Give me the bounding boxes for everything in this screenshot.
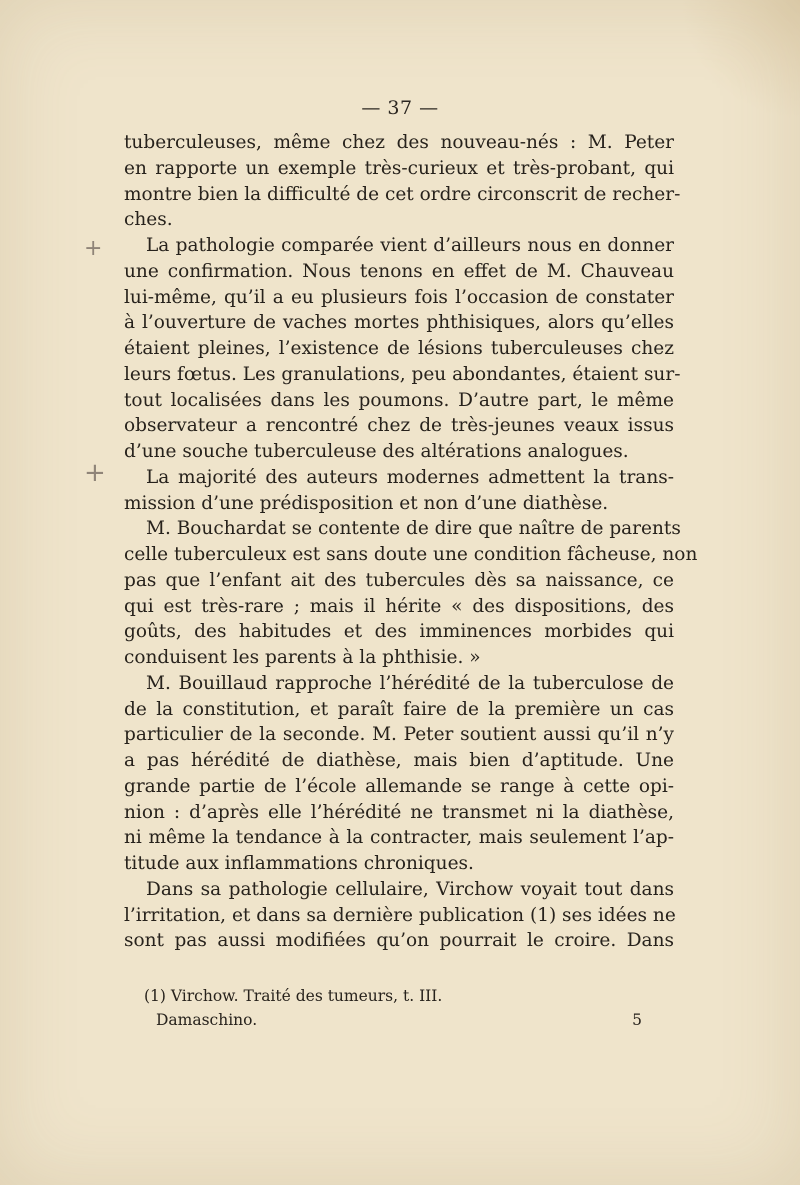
- text-line: titude aux inflammations chroniques.: [124, 853, 474, 874]
- text-line: celle tuberculeux est sans doute une condition fâcheuse, non: [124, 544, 698, 565]
- text-line: à l’ouverture de vaches mortes phthisiques, alors qu’elles: [124, 312, 674, 334]
- text-line: grande partie de l’école allemande se range à cette opi-: [124, 775, 674, 797]
- text-line: tout localisées dans les poumons. D’autre part, le même: [124, 389, 674, 411]
- signature-author: Damaschino.: [156, 1011, 258, 1029]
- text-line: M. Bouillaud rapproche l’hérédité de la tuberculose de: [146, 672, 674, 694]
- text-line: tuberculeuses, même chez des nouveau-nés : M. Peter: [124, 132, 674, 153]
- margin-cross-mark-icon: +: [84, 458, 106, 488]
- margin-cross-mark-icon: +: [84, 236, 103, 261]
- text-line: pas que l’enfant ait des tubercules dès sa naissance, ce: [124, 569, 674, 591]
- text-line: leurs fœtus. Les granulations, peu abondantes, étaient sur-: [124, 363, 681, 385]
- text-line: d’une souche tuberculeuse des altérations analogues.: [124, 441, 629, 462]
- text-line: de la constitution, et paraît faire de la première un cas: [124, 698, 674, 720]
- text-line: une confirmation. Nous tenons en effet de M. Chauveau: [124, 260, 674, 282]
- text-line: sont pas aussi modifiées qu’on pourrait le croire. Dans: [124, 930, 674, 952]
- text-line: étaient pleines, l’existence de lésions tuberculeuses chez: [124, 338, 674, 359]
- text-line: goûts, des habitudes et des imminences morbides qui: [124, 621, 674, 643]
- sheet-signature-number: 5: [632, 1011, 642, 1029]
- text-line: mission d’une prédisposition et non d’une diathèse.: [124, 492, 609, 514]
- text-line: en rapporte un exemple très-curieux et très-probant, qui: [124, 157, 674, 179]
- footnote: (1) Virchow. Traité des tumeurs, t. III.: [144, 987, 443, 1005]
- text-line: l’irritation, et dans sa dernière publication (1) ses idées ne: [124, 904, 676, 926]
- page-number-header: — 37 —: [361, 97, 439, 119]
- text-line: nion : d’après elle l’hérédité ne transmet ni la diathèse,: [124, 801, 674, 823]
- text-line: a pas hérédité de diathèse, mais bien d’aptitude. Une: [124, 750, 674, 771]
- text-line: La pathologie comparée vient d’ailleurs nous en donner: [146, 235, 674, 256]
- body-text: [124, 130, 698, 954]
- text-line: M. Bouchardat se contente de dire que naître de parents: [146, 518, 681, 540]
- text-line: conduisent les parents à la phthisie. »: [124, 647, 481, 668]
- text-line: montre bien la difficulté de cet ordre circonscrit de recher-: [124, 183, 681, 205]
- printer-signature: [156, 1008, 642, 1032]
- text-line: qui est très-rare ; mais il hérite « des dispositions, des: [124, 595, 674, 617]
- text-line: Dans sa pathologie cellulaire, Virchow voyait tout dans: [146, 878, 674, 900]
- text-line: lui-même, qu’il a eu plusieurs fois l’occasion de constater: [124, 286, 674, 308]
- text-line: observateur a rencontré chez de très-jeunes veaux issus: [124, 415, 674, 437]
- text-line: particulier de la seconde. M. Peter soutient aussi qu’il n’y: [124, 724, 674, 746]
- text-line: La majorité des auteurs modernes admettent la trans-: [146, 466, 674, 488]
- text-line: ni même la tendance à la contracter, mais seulement l’ap-: [124, 827, 674, 849]
- text-line: ches.: [124, 209, 173, 231]
